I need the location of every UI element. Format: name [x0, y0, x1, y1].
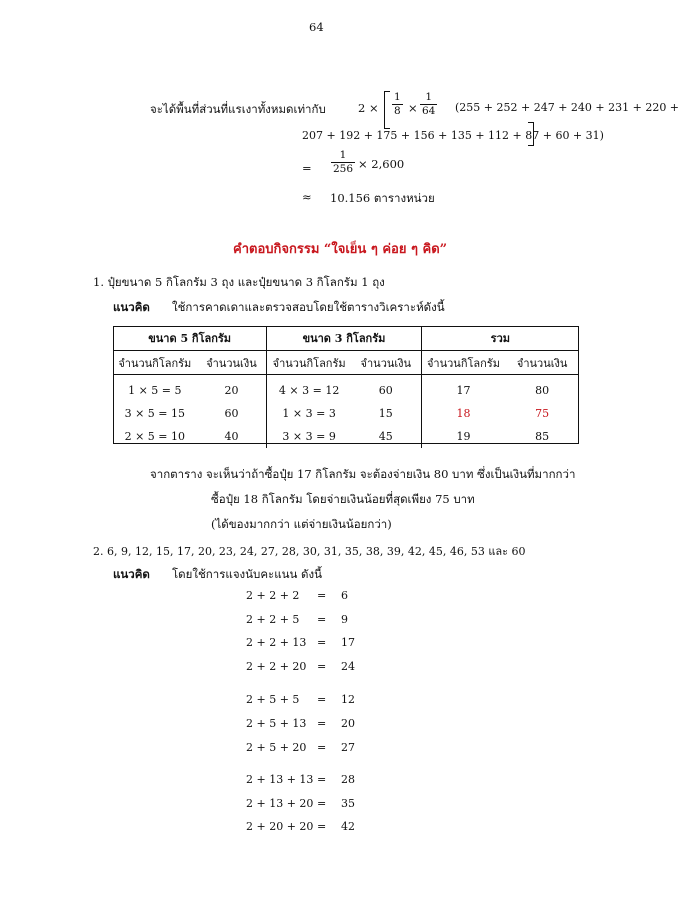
equation-equals: =	[317, 797, 327, 810]
equation-expr: 2 + 2 + 5	[246, 613, 300, 626]
equals-sign: =	[302, 161, 312, 175]
equation-expr: 2 + 20 + 20	[246, 820, 314, 833]
q2-approach-text: โดยใช้การแจงนับคะแนน ดังนี้	[172, 567, 322, 581]
q1-text: 1. ปุ๋ยขนาด 5 กิโลกรัม 3 ถุง และปุ๋ยขนาด 3 กิโลกรัม 1 ถุง	[93, 275, 385, 289]
equation-value: 20	[341, 717, 355, 730]
table-cell: 80	[535, 384, 550, 397]
table-cell: 1 × 3 = 3	[267, 402, 351, 425]
table-row	[113, 375, 579, 403]
equation-value: 28	[341, 773, 355, 786]
sum-line-2: 207 + 192 + 175 + 156 + 135 + 112 + 87 + 60 + 31)	[302, 129, 604, 142]
equation-value: 27	[341, 741, 355, 754]
area-intro: จะได้พื้นที่ส่วนที่แรเงาทั้งหมดเท่ากับ	[150, 102, 326, 116]
subheader-kg: จำนวนกิโลกรัม	[267, 351, 351, 375]
q2-text: 2. 6, 9, 12, 15, 17, 20, 23, 24, 27, 28, 30, 31, 35, 38, 39, 42, 45, 46, 53 และ 60	[93, 545, 526, 558]
q1-approach-label: แนวคิด	[113, 300, 150, 314]
table-cell: 85	[535, 430, 550, 443]
fraction-one-256th: $\frac{1}{256}$	[333, 149, 354, 175]
group-header-3kg: ขนาด 3 กิโลกรัม	[267, 326, 421, 351]
area-result: 10.156 ตารางหน่วย	[330, 191, 435, 205]
left-bracket	[384, 91, 390, 129]
equation-equals: =	[317, 820, 327, 833]
group-header-5kg: ขนาด 5 กิโลกรัม	[113, 326, 267, 351]
equation-expr: 2 + 13 + 20	[246, 797, 314, 810]
equation-value: 12	[341, 693, 355, 706]
table-cell: 15	[378, 407, 393, 420]
equation-expr: 2 + 5 + 5	[246, 693, 300, 706]
equation-value: 42	[341, 820, 355, 833]
equation-value: 6	[341, 589, 348, 602]
equation-expr: 2 + 5 + 13	[246, 717, 307, 730]
section-title: คำตอบกิจกรรม “ใจเย็น ๆ ค่อย ๆ คิด”	[233, 242, 448, 257]
table-cell: 60	[224, 407, 239, 420]
table-cell: 17	[421, 375, 505, 403]
equation-equals: =	[317, 613, 327, 626]
equation-value: 17	[341, 636, 355, 649]
equation-expr: 2 + 2 + 13	[246, 636, 307, 649]
equation-expr: 2 + 2 + 2	[246, 589, 300, 602]
equation-equals: =	[317, 693, 327, 706]
two-times: 2 ×	[358, 101, 379, 115]
table-cell: 60	[378, 384, 393, 397]
q1-conclusion-2: ซื้อปุ๋ย 18 กิโลกรัม โดยจ่ายเงินน้อยที่สุดเพียง 75 บาท	[211, 492, 475, 506]
equation-expr: 2 + 13 + 13	[246, 773, 314, 786]
subheader-kg: จำนวนกิโลกรัม	[421, 351, 505, 375]
equation-equals: =	[317, 741, 327, 754]
highlighted-cell: 18	[421, 402, 505, 425]
approx-sign: ≈	[302, 190, 312, 204]
analysis-table	[113, 326, 579, 448]
equation-equals: =	[317, 717, 327, 730]
right-bracket	[528, 122, 534, 146]
q1-approach-text: ใช้การคาดเดาและตรวจสอบโดยใช้ตารางวิเคราะห์ดังนี้	[172, 300, 445, 314]
q1-conclusion-3: (ได้ของมากกว่า แต่จ่ายเงินน้อยกว่า)	[211, 517, 392, 531]
table-row	[113, 402, 579, 425]
table-cell: 19	[421, 425, 505, 448]
table-cell: 2 × 5 = 10	[124, 430, 186, 443]
equation-equals: =	[317, 589, 327, 602]
equation-equals: =	[317, 660, 327, 673]
equation-equals: =	[317, 636, 327, 649]
fraction-one-64th: $\frac{1}{64}$	[422, 91, 436, 117]
equation-value: 35	[341, 797, 355, 810]
highlighted-cell: 75	[535, 407, 550, 420]
table-row	[113, 425, 579, 448]
subheader-money: จำนวนเงิน	[197, 351, 267, 375]
fraction-one-eighth: $\frac{1}{8}$	[394, 91, 401, 117]
table-cell: 45	[378, 430, 393, 443]
equation-value: 9	[341, 613, 348, 626]
subheader-kg: จำนวนกิโลกรัม	[113, 351, 197, 375]
equation-expr: 2 + 5 + 20	[246, 741, 307, 754]
table-cell: 20	[224, 384, 239, 397]
equation-equals: =	[317, 773, 327, 786]
table-cell: 1 × 5 = 5	[128, 384, 182, 397]
table-cell: 4 × 3 = 12	[267, 375, 351, 403]
group-header-total: รวม	[421, 326, 579, 351]
equation-expr: 2 + 2 + 20	[246, 660, 307, 673]
times-sign: ×	[408, 101, 418, 115]
table-cell: 3 × 5 = 15	[124, 407, 186, 420]
subheader-money: จำนวนเงิน	[505, 351, 579, 375]
table-cell: 3 × 3 = 9	[267, 425, 351, 448]
equation-value: 24	[341, 660, 355, 673]
q2-approach-label: แนวคิด	[113, 567, 150, 581]
page-number: 64	[309, 20, 324, 34]
q1-conclusion-1: จากตาราง จะเห็นว่าถ้าซื้อปุ๋ย 17 กิโลกรัม จะต้องจ่ายเงิน 80 บาท ซึ่งเป็นเงินที่มากกว่า	[150, 467, 576, 481]
table-cell: 40	[224, 430, 239, 443]
sum-line-1: (255 + 252 + 247 + 240 + 231 + 220 +	[455, 101, 679, 114]
times-2600: × 2,600	[358, 157, 405, 171]
subheader-money: จำนวนเงิน	[351, 351, 421, 375]
